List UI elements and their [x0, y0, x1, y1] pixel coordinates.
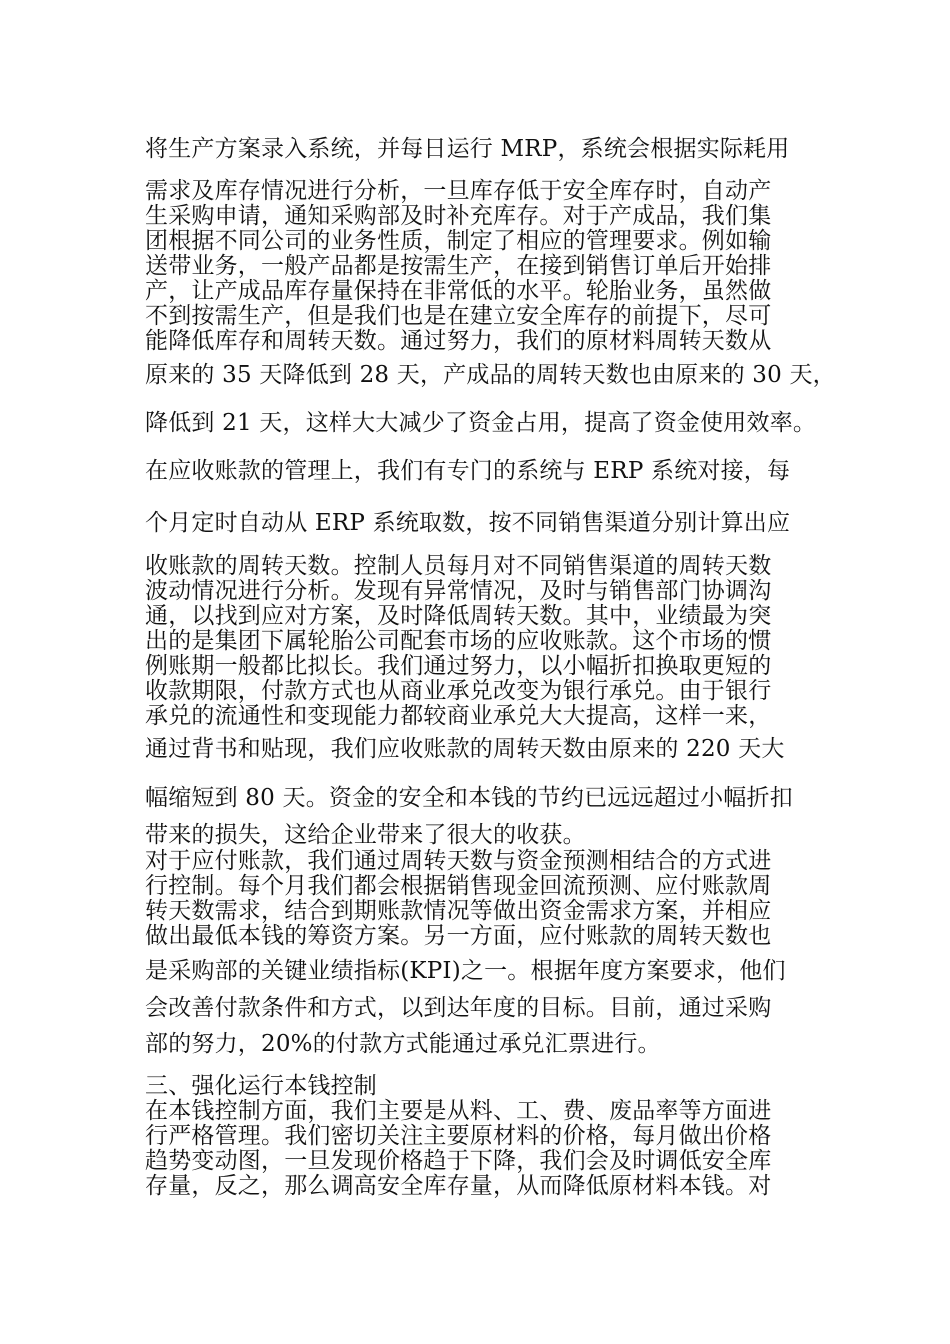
text-line: 能降低库存和周转天数。通过努力，我们的原材料周转天数从 — [145, 328, 772, 354]
text-line: 会改善付款条件和方式，以到达年度的目标。目前，通过采购 — [145, 995, 772, 1021]
text-line: 送带业务，一般产品都是按需生产，在接到销售订单后开始排 — [145, 253, 772, 279]
text-line: 在本钱控制方面，我们主要是从料、工、费、废品率等方面进 — [145, 1098, 772, 1124]
text-line: 行严格管理。我们密切关注主要原材料的价格，每月做出价格 — [145, 1123, 772, 1149]
text-line: 收款期限，付款方式也从商业承兑改变为银行承兑。由于银行 — [145, 678, 772, 704]
text-line: 不到按需生产，但是我们也是在建立安全库存的前提下，尽可 — [145, 303, 772, 329]
text-line: 幅缩短到 80 天。资金的安全和本钱的节约已远远超过小幅折扣 — [145, 785, 793, 811]
text-line: 生采购申请，通知采购部及时补充库存。对于产成品，我们集 — [145, 203, 772, 229]
text-line: 承兑的流通性和变现能力都较商业承兑大大提高，这样一来， — [145, 703, 772, 729]
text-line: 收账款的周转天数。控制人员每月对不同销售渠道的周转天数 — [145, 553, 772, 579]
text-line: 原来的 35 天降低到 28 天，产成品的周转天数也由原来的 30 天， — [145, 362, 836, 388]
text-line: 个月定时自动从 ERP 系统取数，按不同销售渠道分别计算出应 — [145, 510, 791, 536]
text-line: 存量，反之，那么调高安全库存量，从而降低原材料本钱。对 — [145, 1173, 772, 1199]
text-line: 做出最低本钱的筹资方案。另一方面，应付账款的周转天数也 — [145, 923, 772, 949]
text-line: 将生产方案录入系统，并每日运行 MRP，系统会根据实际耗用 — [145, 136, 790, 162]
text-line: 通，以找到应对方案，及时降低周转天数。其中，业绩最为突 — [145, 603, 772, 629]
text-line: 需求及库存情况进行分析，一旦库存低于安全库存时，自动产 — [145, 178, 772, 204]
text-line: 降低到 21 天，这样大大减少了资金占用，提高了资金使用效率。 — [145, 410, 817, 436]
text-line: 转天数需求，结合到期账款情况等做出资金需求方案，并相应 — [145, 898, 772, 924]
text-line: 是采购部的关键业绩指标(KPI)之一。根据年度方案要求，他们 — [145, 958, 786, 984]
text-line: 波动情况进行分析。发现有异常情况，及时与销售部门协调沟 — [145, 578, 772, 604]
text-line: 在应收账款的管理上，我们有专门的系统与 ERP 系统对接，每 — [145, 458, 791, 484]
text-line: 行控制。每个月我们都会根据销售现金回流预测、应付账款周 — [145, 873, 772, 899]
text-line: 对于应付账款，我们通过周转天数与资金预测相结合的方式进 — [145, 848, 772, 874]
text-line: 产，让产成品库存量保持在非常低的水平。轮胎业务，虽然做 — [145, 278, 772, 304]
text-line: 团根据不同公司的业务性质，制定了相应的管理要求。例如输 — [145, 228, 772, 254]
text-line: 通过背书和贴现，我们应收账款的周转天数由原来的 220 天大 — [145, 736, 785, 762]
text-line: 出的是集团下属轮胎公司配套市场的应收账款。这个市场的惯 — [145, 628, 772, 654]
text-line: 部的努力，20%的付款方式能通过承兑汇票进行。 — [145, 1031, 661, 1057]
text-line: 趋势变动图，一旦发现价格趋于下降，我们会及时调低安全库 — [145, 1148, 772, 1174]
text-line: 例账期一般都比拟长。我们通过努力，以小幅折扣换取更短的 — [145, 653, 772, 679]
section-heading: 三、强化运行本钱控制 — [145, 1073, 377, 1099]
text-line: 带来的损失，这给企业带来了很大的收获。 — [145, 822, 586, 848]
